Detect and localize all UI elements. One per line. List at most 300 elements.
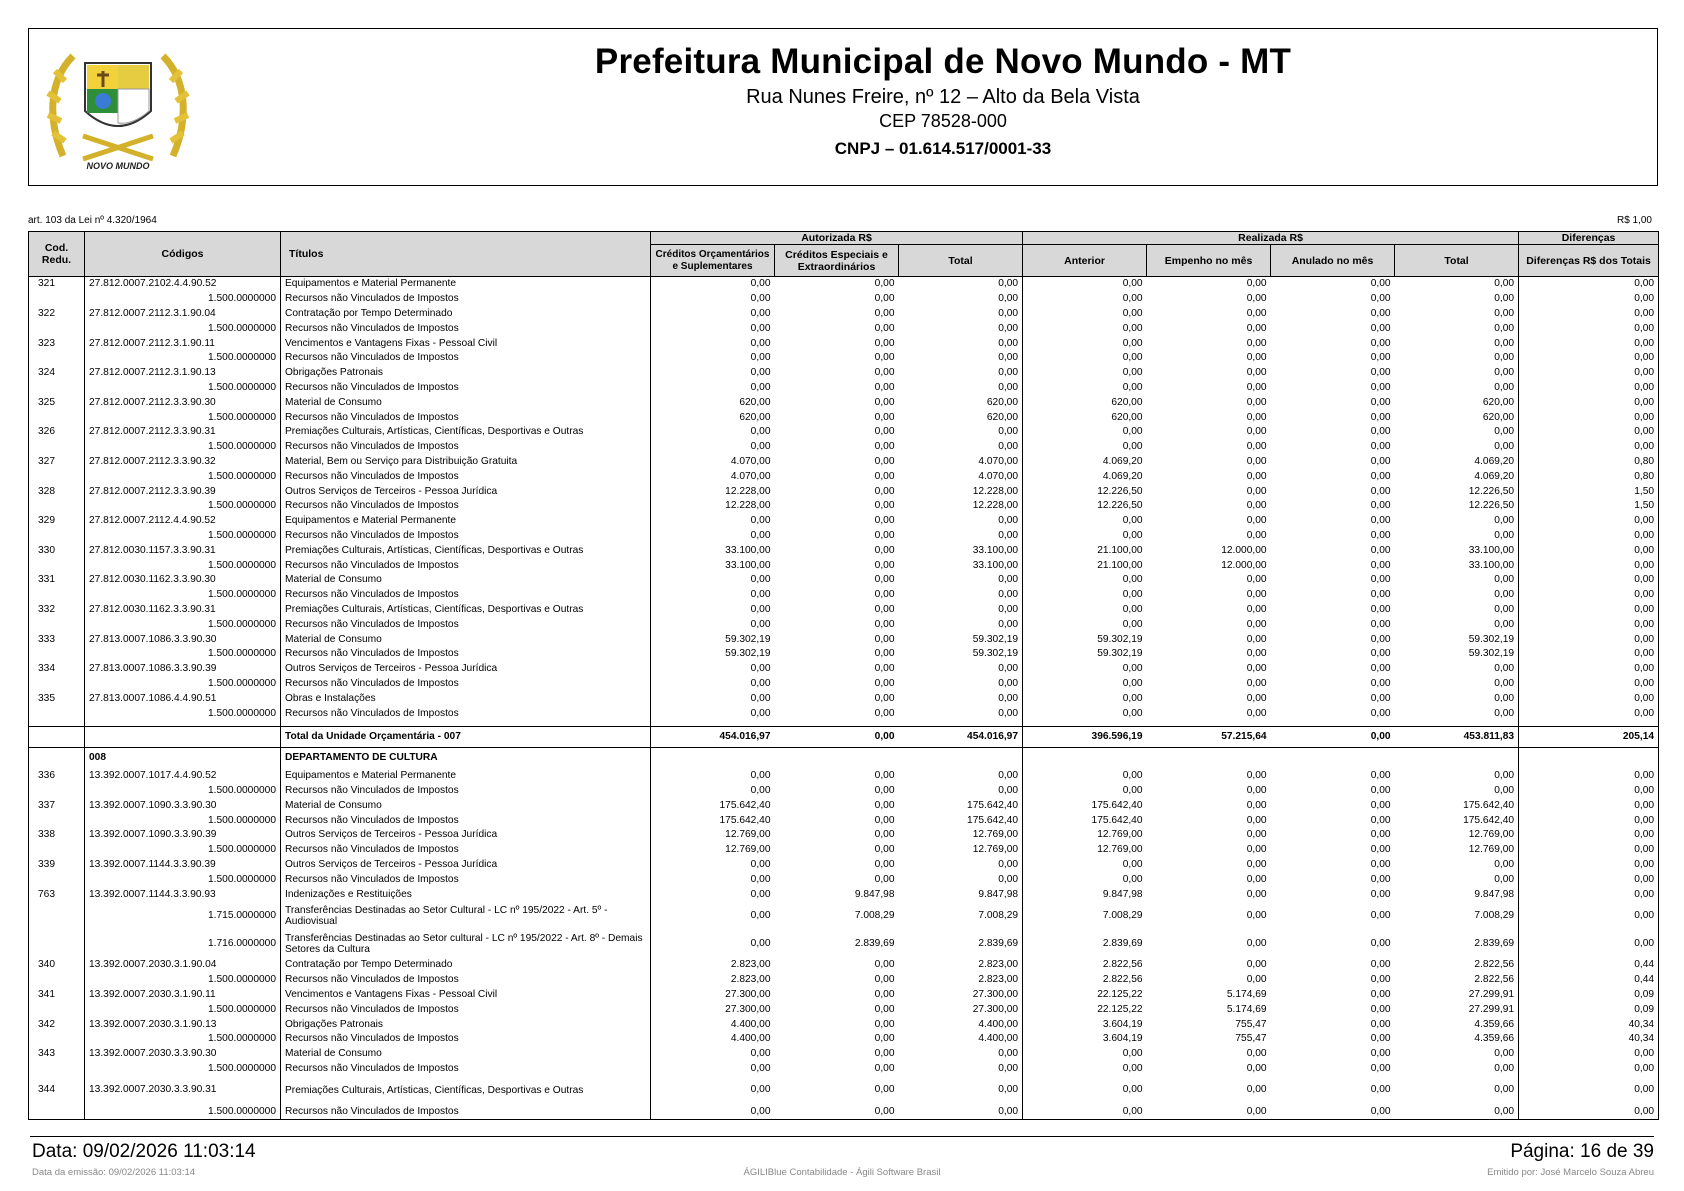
table-cell: 0,00 bbox=[1494, 574, 1515, 586]
table-cell: 1.500.0000000 bbox=[85, 1104, 281, 1119]
table-cell: 33.100,00 bbox=[972, 544, 1019, 556]
table-cell: 175.642,40 bbox=[967, 814, 1019, 826]
table-cell: 0,00 bbox=[1519, 1047, 1659, 1062]
table-cell: 0,00 bbox=[651, 1062, 775, 1077]
table-cell: 0,00 bbox=[651, 872, 775, 887]
table-row bbox=[29, 455, 1659, 470]
table-cell: 4.400,00 bbox=[978, 1018, 1019, 1030]
table-cell: 12.000,00 bbox=[1221, 559, 1267, 571]
table-cell: 27.812.0030.1162.3.3.90.31 bbox=[85, 603, 281, 618]
table-cell bbox=[29, 440, 85, 455]
table-cell: 1.500.0000000 bbox=[85, 813, 281, 828]
table-cell: 0,00 bbox=[1023, 307, 1147, 322]
table-row bbox=[29, 632, 1659, 647]
table-cell: 9.847,98 bbox=[978, 888, 1019, 900]
table-cell: 0,00 bbox=[1023, 617, 1147, 632]
table-cell: 0,00 bbox=[1246, 888, 1267, 900]
table-cell: 0,00 bbox=[1246, 515, 1267, 527]
table-cell: 0,00 bbox=[1023, 440, 1147, 455]
table-cell: 0,00 bbox=[874, 455, 895, 467]
table-cell bbox=[29, 1002, 85, 1017]
table-cell: 40,34 bbox=[1519, 1032, 1659, 1047]
table-cell: 0,00 bbox=[651, 1047, 775, 1062]
table-cell: 0,00 bbox=[1370, 367, 1391, 379]
table-cell bbox=[29, 902, 85, 930]
table-cell: 0,00 bbox=[1023, 381, 1147, 396]
table-cell: 0,00 bbox=[874, 396, 895, 408]
table-cell: 0,00 bbox=[874, 559, 895, 571]
table-cell: 13.392.0007.1090.3.3.90.30 bbox=[85, 799, 281, 814]
table-cell: 0,00 bbox=[1271, 726, 1395, 747]
table-cell: 12.226,50 bbox=[1468, 500, 1515, 512]
municipality-address: Rua Nunes Freire, nº 12 – Alto da Bela Vista bbox=[746, 86, 1140, 108]
table-cell: 0,00 bbox=[1246, 574, 1267, 586]
table-cell: 0,00 bbox=[1370, 910, 1391, 922]
table-row bbox=[29, 351, 1659, 366]
table-cell: 2.822,56 bbox=[1474, 959, 1515, 971]
table-cell: 9.847,98 bbox=[1023, 887, 1147, 902]
table-cell: 0,00 bbox=[1246, 844, 1267, 856]
table-cell bbox=[29, 1104, 85, 1119]
budget-execution-table bbox=[28, 231, 1659, 1120]
table-cell: 27.300,00 bbox=[651, 1002, 775, 1017]
municipal-coat-of-arms-logo bbox=[43, 41, 193, 173]
table-cell: 5.174,69 bbox=[1226, 1003, 1267, 1015]
table-cell: 0,00 bbox=[874, 859, 895, 871]
table-cell: 2.823,00 bbox=[651, 973, 775, 988]
table-cell: 0,00 bbox=[998, 692, 1019, 704]
table-cell: 620,00 bbox=[986, 396, 1019, 408]
table-row bbox=[29, 843, 1659, 858]
table-cell: 0,00 bbox=[874, 278, 895, 290]
table-cell: Recursos não Vinculados de Impostos bbox=[281, 351, 651, 366]
table-cell: Recursos não Vinculados de Impostos bbox=[281, 784, 651, 799]
table-cell: 12.228,00 bbox=[972, 485, 1019, 497]
table-cell bbox=[29, 872, 85, 887]
table-cell: 0,00 bbox=[874, 411, 895, 423]
table-cell: 0,00 bbox=[1246, 337, 1267, 349]
table-cell: 0,00 bbox=[1494, 785, 1515, 797]
table-cell: 0,00 bbox=[1519, 784, 1659, 799]
table-cell: 334 bbox=[29, 662, 85, 677]
table-cell: 620,00 bbox=[1482, 396, 1515, 408]
table-cell: 0,00 bbox=[874, 381, 895, 393]
page-number: Página: 16 de 39 bbox=[1510, 1141, 1654, 1162]
table-cell: 2.822,56 bbox=[1023, 958, 1147, 973]
table-cell: 0,00 bbox=[874, 799, 895, 811]
table-cell: 0,00 bbox=[1246, 485, 1267, 497]
table-row bbox=[29, 784, 1659, 799]
table-cell: 27.812.0007.2102.4.4.90.52 bbox=[85, 277, 281, 292]
table-cell: Total da Unidade Orçamentária - 007 bbox=[281, 726, 651, 747]
table-cell: 0,00 bbox=[1370, 307, 1391, 319]
table-cell: 331 bbox=[29, 573, 85, 588]
table-cell: 59.302,19 bbox=[651, 632, 775, 647]
table-cell: 0,00 bbox=[998, 663, 1019, 675]
table-cell: 12.769,00 bbox=[972, 844, 1019, 856]
table-cell: 0,00 bbox=[1519, 336, 1659, 351]
table-cell: 9.847,98 bbox=[854, 888, 895, 900]
table-cell: 175.642,40 bbox=[651, 813, 775, 828]
table-cell: 1.500.0000000 bbox=[85, 1032, 281, 1047]
table-cell: 0,00 bbox=[874, 663, 895, 675]
table-cell: 0,00 bbox=[1494, 322, 1515, 334]
table-cell: 0,00 bbox=[998, 352, 1019, 364]
table-cell bbox=[29, 677, 85, 692]
table-cell: 0,00 bbox=[1023, 603, 1147, 618]
table-cell: 0,00 bbox=[874, 618, 895, 630]
table-cell: 0,00 bbox=[1370, 663, 1391, 675]
table-cell bbox=[29, 588, 85, 603]
table-row bbox=[29, 1002, 1659, 1017]
table-cell: 0,00 bbox=[1370, 559, 1391, 571]
table-cell: 0,00 bbox=[1494, 677, 1515, 689]
table-cell: 0,00 bbox=[1246, 618, 1267, 630]
table-cell: 0,00 bbox=[1023, 1076, 1147, 1104]
table-cell: 0,00 bbox=[1370, 959, 1391, 971]
table-cell: 0,00 bbox=[1370, 618, 1391, 630]
table-cell: 0,00 bbox=[998, 770, 1019, 782]
table-cell: 27.300,00 bbox=[972, 1003, 1019, 1015]
table-cell: 0,00 bbox=[1246, 707, 1267, 719]
table-cell: 0,00 bbox=[1370, 603, 1391, 615]
table-cell: 0,00 bbox=[874, 352, 895, 364]
table-cell: 0,00 bbox=[1246, 814, 1267, 826]
table-cell: 0,00 bbox=[651, 930, 775, 958]
table-cell: 329 bbox=[29, 514, 85, 529]
table-cell: 27.812.0007.2112.3.3.90.39 bbox=[85, 484, 281, 499]
table-cell: 343 bbox=[29, 1047, 85, 1062]
table-row bbox=[29, 1104, 1659, 1119]
table-row bbox=[29, 828, 1659, 843]
table-cell: Recursos não Vinculados de Impostos bbox=[281, 529, 651, 544]
software-credit: ÁGILIBlue Contabilidade - Ágili Software Brasil bbox=[743, 1167, 941, 1178]
table-cell: 0,00 bbox=[1370, 529, 1391, 541]
table-cell: 0,00 bbox=[1494, 352, 1515, 364]
table-cell: 27.812.0007.2112.3.1.90.04 bbox=[85, 307, 281, 322]
table-cell: 0,00 bbox=[998, 307, 1019, 319]
table-cell: 0,00 bbox=[1494, 1084, 1515, 1096]
table-row bbox=[29, 872, 1659, 887]
table-cell: 0,00 bbox=[1246, 352, 1267, 364]
report-date: Data: 09/02/2026 11:03:14 bbox=[32, 1141, 256, 1162]
table-row bbox=[29, 902, 1659, 930]
table-cell: 0,00 bbox=[1370, 677, 1391, 689]
table-cell: 33.100,00 bbox=[651, 558, 775, 573]
table-cell: 0,00 bbox=[651, 307, 775, 322]
table-cell: 3.604,19 bbox=[1023, 1032, 1147, 1047]
table-cell: 0,00 bbox=[1519, 277, 1659, 292]
table-cell: Recursos não Vinculados de Impostos bbox=[281, 410, 651, 425]
table-cell: 0,00 bbox=[1494, 426, 1515, 438]
table-cell: 0,00 bbox=[651, 440, 775, 455]
table-cell: 0,00 bbox=[1370, 799, 1391, 811]
table-cell: 0,00 bbox=[1519, 381, 1659, 396]
table-cell: 0,00 bbox=[1519, 813, 1659, 828]
table-cell: 342 bbox=[29, 1017, 85, 1032]
table-row bbox=[29, 647, 1659, 662]
table-cell: 0,00 bbox=[1246, 589, 1267, 601]
table-cell: 0,00 bbox=[651, 617, 775, 632]
table-cell: 327 bbox=[29, 455, 85, 470]
table-cell: 0,00 bbox=[651, 1076, 775, 1104]
table-row bbox=[29, 603, 1659, 618]
table-cell: 0,00 bbox=[1519, 617, 1659, 632]
table-cell: 27.299,91 bbox=[1468, 989, 1515, 1001]
table-cell bbox=[29, 321, 85, 336]
table-cell: 4.069,20 bbox=[1474, 470, 1515, 482]
table-cell: 0,00 bbox=[1246, 829, 1267, 841]
table-cell: 0,00 bbox=[1494, 293, 1515, 305]
table-cell: 0,00 bbox=[1519, 292, 1659, 307]
group-diferencas: Diferenças bbox=[1519, 232, 1659, 245]
table-cell: 12.228,00 bbox=[651, 499, 775, 514]
table-cell: Material de Consumo bbox=[281, 395, 651, 410]
table-cell: 0,00 bbox=[874, 529, 895, 541]
table-cell: 33.100,00 bbox=[1468, 559, 1515, 571]
table-cell: 0,00 bbox=[1370, 1084, 1391, 1096]
table-cell: 336 bbox=[29, 769, 85, 784]
table-cell: 0,00 bbox=[1023, 691, 1147, 706]
table-cell: 0,00 bbox=[874, 1048, 895, 1060]
table-cell: 0,00 bbox=[874, 574, 895, 586]
table-cell: 0,00 bbox=[1246, 859, 1267, 871]
table-cell: 0,00 bbox=[1519, 691, 1659, 706]
table-row bbox=[29, 514, 1659, 529]
table-cell bbox=[29, 973, 85, 988]
table-cell: 12.000,00 bbox=[1221, 544, 1267, 556]
table-row bbox=[29, 769, 1659, 784]
table-cell: Premiações Culturais, Artísticas, Científicas, Desportivas e Outras bbox=[281, 425, 651, 440]
table-cell bbox=[29, 1032, 85, 1047]
table-cell: 1.500.0000000 bbox=[85, 292, 281, 307]
table-cell: 0,44 bbox=[1519, 958, 1659, 973]
table-cell: 27.300,00 bbox=[651, 988, 775, 1003]
table-cell: 27.813.0007.1086.4.4.90.51 bbox=[85, 691, 281, 706]
table-cell: 1.715.0000000 bbox=[85, 902, 281, 930]
col-codigos: Códigos bbox=[85, 232, 281, 277]
table-cell: 0,00 bbox=[874, 829, 895, 841]
table-cell: Material de Consumo bbox=[281, 1047, 651, 1062]
table-cell: 0,00 bbox=[1370, 1048, 1391, 1060]
table-cell: 59.302,19 bbox=[651, 647, 775, 662]
table-cell: 0,00 bbox=[1370, 1063, 1391, 1075]
table-cell: 0,00 bbox=[1023, 425, 1147, 440]
table-cell: 4.400,00 bbox=[651, 1032, 775, 1047]
table-cell: 0,00 bbox=[1519, 366, 1659, 381]
table-cell: 341 bbox=[29, 988, 85, 1003]
table-cell: 59.302,19 bbox=[1468, 648, 1515, 660]
table-cell: 0,00 bbox=[1246, 648, 1267, 660]
table-cell: 0,00 bbox=[1370, 441, 1391, 453]
table-cell: 13.392.0007.2030.3.1.90.04 bbox=[85, 958, 281, 973]
table-cell: 0,00 bbox=[1246, 663, 1267, 675]
table-cell: 40,34 bbox=[1519, 1017, 1659, 1032]
table-cell: 175.642,40 bbox=[1463, 799, 1515, 811]
table-cell: 0,00 bbox=[1370, 888, 1391, 900]
table-row bbox=[29, 469, 1659, 484]
table-cell: 12.226,50 bbox=[1468, 485, 1515, 497]
table-cell: Vencimentos e Vantagens Fixas - Pessoal Civil bbox=[281, 336, 651, 351]
table-cell: 0,00 bbox=[1246, 470, 1267, 482]
table-cell: Recursos não Vinculados de Impostos bbox=[281, 1062, 651, 1077]
table-cell: 0,00 bbox=[1494, 515, 1515, 527]
table-cell: 0,00 bbox=[1023, 321, 1147, 336]
table-cell: Premiações Culturais, Artísticas, Científicas, Desportivas e Outras bbox=[281, 543, 651, 558]
table-cell: 0,00 bbox=[1023, 588, 1147, 603]
table-cell: Premiações Culturais, Artísticas, Científicas, Desportivas e Outras bbox=[281, 603, 651, 618]
table-cell: 755,47 bbox=[1235, 1033, 1267, 1045]
table-cell: 1.500.0000000 bbox=[85, 440, 281, 455]
table-cell: 0,00 bbox=[1370, 692, 1391, 704]
table-cell: 0,00 bbox=[998, 677, 1019, 689]
table-cell: 326 bbox=[29, 425, 85, 440]
table-cell: 0,00 bbox=[1246, 293, 1267, 305]
table-cell: 620,00 bbox=[1482, 411, 1515, 423]
table-cell: Obrigações Patronais bbox=[281, 1017, 651, 1032]
table-cell: 0,00 bbox=[1370, 485, 1391, 497]
table-cell: 0,00 bbox=[1370, 396, 1391, 408]
table-cell: 332 bbox=[29, 603, 85, 618]
table-cell: 4.069,20 bbox=[1474, 455, 1515, 467]
table-cell bbox=[29, 617, 85, 632]
table-cell: 33.100,00 bbox=[1468, 544, 1515, 556]
logo-text: NOVO MUNDO bbox=[86, 161, 150, 171]
table-cell: 0,00 bbox=[651, 706, 775, 721]
table-cell: 0,00 bbox=[1023, 662, 1147, 677]
table-cell: 0,00 bbox=[1370, 500, 1391, 512]
table-cell: 1.500.0000000 bbox=[85, 1002, 281, 1017]
table-cell: 27.812.0007.2112.4.4.90.52 bbox=[85, 514, 281, 529]
table-cell: 0,00 bbox=[1246, 426, 1267, 438]
table-cell: 0,00 bbox=[1023, 292, 1147, 307]
table-cell: 2.823,00 bbox=[651, 958, 775, 973]
table-cell: 0,00 bbox=[1246, 974, 1267, 986]
table-cell: 0,00 bbox=[1519, 677, 1659, 692]
table-cell: 337 bbox=[29, 799, 85, 814]
table-row bbox=[29, 858, 1659, 873]
table-cell: 0,80 bbox=[1519, 455, 1659, 470]
table-cell: 0,00 bbox=[874, 1003, 895, 1015]
table-cell: 27.300,00 bbox=[972, 989, 1019, 1001]
table-cell: 0,00 bbox=[651, 677, 775, 692]
group-autorizada: Autorizada R$ bbox=[651, 232, 1023, 245]
table-cell bbox=[85, 726, 281, 747]
table-cell: 0,00 bbox=[1246, 785, 1267, 797]
table-cell: Outros Serviços de Terceiros - Pessoa Jurídica bbox=[281, 828, 651, 843]
table-cell: 0,00 bbox=[998, 589, 1019, 601]
table-cell: 0,80 bbox=[1519, 469, 1659, 484]
table-cell: 0,00 bbox=[1370, 770, 1391, 782]
table-row bbox=[29, 813, 1659, 828]
table-cell bbox=[29, 469, 85, 484]
table-cell bbox=[29, 843, 85, 858]
table-cell: 1.500.0000000 bbox=[85, 529, 281, 544]
table-cell: 0,00 bbox=[998, 515, 1019, 527]
table-cell: Recursos não Vinculados de Impostos bbox=[281, 973, 651, 988]
table-cell: 0,00 bbox=[1023, 573, 1147, 588]
municipality-title: Prefeitura Municipal de Novo Mundo - MT bbox=[594, 42, 1292, 81]
table-cell: Recursos não Vinculados de Impostos bbox=[281, 872, 651, 887]
table-cell: Recursos não Vinculados de Impostos bbox=[281, 677, 651, 692]
table-cell: 330 bbox=[29, 543, 85, 558]
table-cell: 0,00 bbox=[651, 784, 775, 799]
col-anterior: Anterior bbox=[1023, 245, 1147, 277]
table-cell: 27.299,91 bbox=[1468, 1003, 1515, 1015]
table-cell: 338 bbox=[29, 828, 85, 843]
table-cell: 0,00 bbox=[651, 351, 775, 366]
table-cell: 0,00 bbox=[1494, 770, 1515, 782]
table-cell: 0,00 bbox=[1395, 1104, 1519, 1119]
table-cell: 4.070,00 bbox=[978, 455, 1019, 467]
table-cell: 0,00 bbox=[1370, 293, 1391, 305]
table-cell: 12.769,00 bbox=[1023, 843, 1147, 858]
table-cell: 175.642,40 bbox=[651, 799, 775, 814]
table-row bbox=[29, 958, 1659, 973]
table-cell: 2.839,69 bbox=[978, 938, 1019, 950]
table-cell: 453.811,83 bbox=[1395, 726, 1519, 747]
table-cell: 0,00 bbox=[1519, 321, 1659, 336]
table-cell: 0,00 bbox=[1370, 426, 1391, 438]
table-row bbox=[29, 381, 1659, 396]
page-footer bbox=[30, 1136, 1654, 1162]
table-cell: 1.500.0000000 bbox=[85, 1062, 281, 1077]
table-row bbox=[29, 1062, 1659, 1077]
table-row bbox=[29, 395, 1659, 410]
table-cell: 59.302,19 bbox=[972, 633, 1019, 645]
table-cell: Recursos não Vinculados de Impostos bbox=[281, 843, 651, 858]
table-cell: 0,00 bbox=[1519, 543, 1659, 558]
table-cell: 0,00 bbox=[998, 441, 1019, 453]
table-cell: 2.839,69 bbox=[854, 938, 895, 950]
table-cell: 0,00 bbox=[651, 588, 775, 603]
table-cell: 0,00 bbox=[874, 873, 895, 885]
table-cell: 0,00 bbox=[1519, 558, 1659, 573]
table-cell: Material de Consumo bbox=[281, 799, 651, 814]
municipality-cep: CEP 78528-000 bbox=[879, 111, 1007, 131]
table-cell: 0,00 bbox=[998, 322, 1019, 334]
table-cell: 1.500.0000000 bbox=[85, 558, 281, 573]
table-row bbox=[29, 410, 1659, 425]
table-cell: 7.008,29 bbox=[1023, 902, 1147, 930]
table-cell: 0,00 bbox=[998, 859, 1019, 871]
table-cell: 13.392.0007.1144.3.3.90.39 bbox=[85, 858, 281, 873]
table-cell: 4.070,00 bbox=[651, 469, 775, 484]
table-row bbox=[29, 973, 1659, 988]
col-titulos: Títulos bbox=[281, 232, 651, 277]
table-cell: 22.125,22 bbox=[1023, 1002, 1147, 1017]
table-cell: 0,00 bbox=[1370, 844, 1391, 856]
table-cell: 175.642,40 bbox=[1023, 813, 1147, 828]
table-cell: 0,00 bbox=[874, 485, 895, 497]
table-cell bbox=[29, 726, 85, 747]
table-cell: 0,00 bbox=[1023, 351, 1147, 366]
table-cell: 0,00 bbox=[1519, 588, 1659, 603]
table-cell: 13.392.0007.2030.3.3.90.30 bbox=[85, 1047, 281, 1062]
table-cell: 0,00 bbox=[651, 336, 775, 351]
table-cell: 0,00 bbox=[874, 1018, 895, 1030]
table-cell: Recursos não Vinculados de Impostos bbox=[281, 1002, 651, 1017]
table-cell: 620,00 bbox=[651, 395, 775, 410]
table-cell: 0,00 bbox=[1023, 1047, 1147, 1062]
table-cell: 0,00 bbox=[1246, 677, 1267, 689]
table-cell: 0,00 bbox=[1519, 440, 1659, 455]
table-cell: 322 bbox=[29, 307, 85, 322]
report-header bbox=[28, 28, 1658, 186]
table-cell: 0,00 bbox=[874, 989, 895, 1001]
table-cell: Contratação por Tempo Determinado bbox=[281, 958, 651, 973]
table-cell: 0,00 bbox=[1246, 633, 1267, 645]
